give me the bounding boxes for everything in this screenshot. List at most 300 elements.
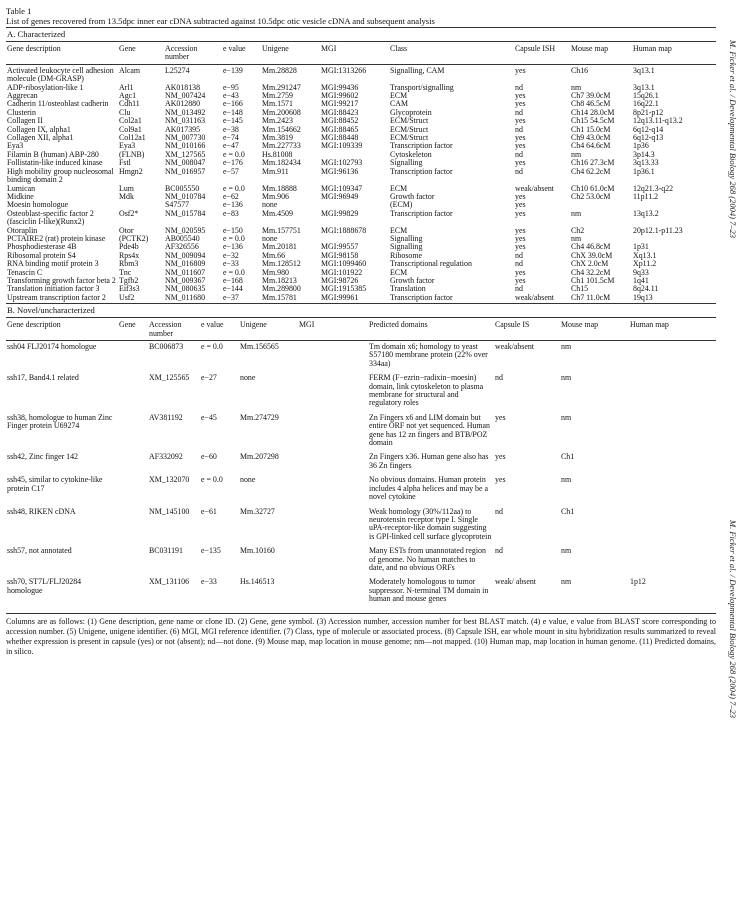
table-cell: yes	[515, 65, 526, 75]
table-cell: e−176	[223, 159, 243, 168]
table-row	[6, 414, 716, 454]
table-row	[6, 117, 716, 125]
table-cell: Signalling	[390, 159, 423, 168]
table-row	[6, 193, 716, 201]
table-cell: Hmgn2	[119, 167, 143, 176]
novel-table	[6, 319, 716, 609]
table-cell: Growth factor	[390, 276, 435, 285]
table-cell	[320, 151, 389, 159]
table-cell: 13q13.2	[633, 209, 659, 218]
table-cell: Cadherin 11/osteoblast cadherin	[7, 100, 109, 109]
column-header: Capsule ISH	[514, 43, 570, 64]
table-cell: 12q21.3-q22	[633, 184, 674, 193]
table-cell: Transcription factor	[390, 167, 453, 176]
table-cell: nd	[495, 374, 503, 383]
table-cell: NM_007730	[165, 134, 206, 143]
table-cell: Moderately homologous to tumor suppressor. N-terminal TM domain in human and mouse genes	[369, 578, 489, 604]
table-cell: yes	[515, 243, 526, 252]
table-cell: 9q33	[633, 268, 649, 277]
table-cell	[298, 414, 368, 454]
table-cell	[632, 235, 716, 243]
table-cell: Mm.18888	[262, 184, 297, 193]
table-cell: Growth factor	[390, 192, 435, 201]
table-cell: Upstream transcription factor 2	[7, 293, 106, 302]
table-cell: NM_008047	[165, 159, 206, 168]
table-cell: Transforming growth factor beta 2	[7, 276, 116, 285]
table-cell	[118, 374, 148, 414]
table-cell: Mm.980	[262, 268, 289, 277]
table-cell: Filamin B (human) ABP-280	[7, 150, 99, 159]
table-cell: e−144	[223, 285, 243, 294]
table-cell: none	[262, 201, 278, 210]
table-cell: Agc1	[119, 92, 137, 101]
table-cell: High mobility group nucleosomal binding domain 2	[7, 167, 114, 185]
table-cell: MGI:109339	[321, 142, 363, 151]
table-cell: Mm.20181	[262, 243, 297, 252]
table-cell: Ch7 11.0cM	[571, 293, 611, 302]
table-cell: AB005540	[165, 234, 200, 243]
table-cell: Collagen IX, alpha1	[7, 125, 71, 134]
table-cell: e−135	[201, 547, 221, 556]
table-cell	[118, 476, 148, 507]
table-cell: NM_010166	[165, 142, 206, 151]
table-cell: XM_127565	[165, 150, 206, 159]
column-header: Mouse map	[570, 43, 632, 64]
section-b-top-rule	[6, 303, 716, 304]
table-cell: Rbm3	[119, 260, 139, 269]
table-row	[6, 243, 716, 251]
table-cell: 1p36.1	[633, 167, 655, 176]
table-cell: e−83	[223, 209, 239, 218]
table-cell: nm	[561, 547, 572, 556]
table-cell: Lum	[119, 184, 134, 193]
table-cell: ECM	[390, 226, 408, 235]
table-cell	[118, 201, 164, 209]
table-cell	[320, 235, 389, 243]
table-cell: yes	[515, 226, 526, 235]
table-cell: 3q13.1	[633, 83, 655, 92]
table-cell: NM_145100	[149, 507, 190, 516]
table-cell: Transcription factor	[390, 209, 453, 218]
table-cell: nd	[515, 108, 523, 117]
table-cell: Mm.911	[262, 167, 289, 176]
table-cell: nm	[571, 150, 582, 159]
table-cell: nm	[561, 413, 572, 422]
table-cell: e−27	[201, 374, 217, 383]
table-row	[6, 260, 716, 268]
table-cell: Midkine	[7, 192, 34, 201]
table-cell: FERM (F−ezrin−radixin−moesin) domain, link cytoskeleton to plasma membrane for structural and regulatory roles	[369, 374, 484, 408]
table-cell: yes	[495, 453, 506, 462]
table-cell: ChX 2.0cM	[571, 260, 609, 269]
section-b-title: B. Novel/uncharacterized	[7, 305, 95, 316]
table-cell: ECM	[390, 184, 408, 193]
table-cell: MGI:99557	[321, 243, 359, 252]
table-cell: ssh42, Zinc finger 142	[7, 453, 79, 462]
table-cell: Tnc	[119, 268, 132, 277]
table-cell: 1p12	[630, 578, 646, 587]
table-cell: Collagen II	[7, 117, 43, 126]
table-cell: e = 0.0	[201, 476, 223, 485]
table-cell: (PCTK2)	[119, 234, 149, 243]
column-header: Human map	[632, 43, 716, 64]
table-cell: Transport/signalling	[390, 83, 454, 92]
table-cell	[118, 414, 148, 454]
section-a-title: A. Characterized	[7, 29, 66, 39]
table-cell: e−37	[223, 293, 239, 302]
table-cell: BC031191	[149, 547, 183, 556]
table-cell: Cdh11	[119, 100, 140, 109]
table-cell: e−61	[201, 507, 217, 516]
table-cell: XM_131106	[149, 578, 190, 587]
table-row	[6, 64, 716, 83]
table-cell	[298, 453, 368, 476]
table-cell: Arl1	[119, 83, 134, 92]
table-cell: nd	[515, 285, 523, 294]
table-cell: e−74	[223, 134, 239, 143]
table-cell: Ch2	[571, 226, 585, 235]
table-cell: nd	[515, 125, 523, 134]
table-row	[6, 227, 716, 235]
table-cell: ssh57, not annotated	[7, 547, 72, 556]
table-cell: Mm.289800	[262, 285, 301, 294]
table-cell: Signalling	[390, 234, 423, 243]
table-cell: MGI:99961	[321, 293, 359, 302]
table-cell: nm	[561, 374, 572, 383]
table-cell: MGI:109347	[321, 184, 363, 193]
table-cell: Mm.157751	[262, 226, 301, 235]
table-cell: Ribosome	[390, 251, 423, 260]
table-cell: 15q26.1	[633, 92, 659, 101]
table-cell: NM_080635	[165, 285, 206, 294]
table-cell: NM_009094	[165, 251, 206, 260]
table-cell: Transcription factor	[390, 142, 453, 151]
table-cell: MGI:101922	[321, 268, 363, 277]
table-cell: e−145	[223, 117, 243, 126]
column-header: Unigene	[239, 319, 298, 340]
table-cell: Xp11.2	[633, 260, 657, 269]
table-cell: Tgfb2	[119, 276, 139, 285]
table-cell: 11p11.2	[633, 192, 659, 201]
table-cell: nm	[571, 83, 582, 92]
table-cell: none	[240, 374, 256, 383]
table-cell: e = 0.0	[223, 184, 245, 193]
table-cell: e−139	[223, 65, 243, 75]
table-cell	[298, 508, 368, 548]
column-header: Accession number	[148, 319, 200, 340]
table-cell: yes	[495, 413, 506, 422]
table-cell: Phosphodiesterase 4B	[7, 243, 77, 252]
table-cell: Ch14 28.0cM	[571, 108, 615, 117]
table-page	[6, 6, 716, 657]
table-cell: NM_031163	[165, 117, 206, 126]
table-cell	[320, 201, 389, 209]
characterized-table-body	[6, 64, 716, 302]
table-cell: BC005550	[165, 184, 200, 193]
table-row	[6, 92, 716, 100]
table-cell: MGI:1888678	[321, 226, 367, 235]
table-cell: weak/absent	[515, 293, 554, 302]
table-cell: Ch2 53.0cM	[571, 192, 611, 201]
table-cell: Fstl	[119, 159, 131, 168]
table-cell: Signalling	[390, 243, 423, 252]
table-cell: Lumican	[7, 184, 36, 193]
column-header: MGI	[298, 319, 368, 340]
table-cell: (FLNB)	[119, 150, 145, 159]
table-cell: Col12a1	[119, 134, 146, 143]
table-cell: Mm.1571	[262, 100, 293, 109]
table-cell: weak/absent	[495, 342, 534, 351]
table-cell: ChX 39.0cM	[571, 251, 613, 260]
table-cell: Translation initiation factor 3	[7, 285, 100, 294]
table-cell: ADP-ribosylation-like 1	[7, 83, 84, 92]
table-cell: NM_016957	[165, 167, 206, 176]
table-cell: Zn Fingers x36. Human gene also has 36 Zn fingers	[369, 453, 489, 470]
table-cell: ssh38, homologue to human Zinc Finger protein U69274	[7, 413, 113, 431]
table-cell	[298, 547, 368, 578]
table-cell: ECM/Struct	[390, 117, 429, 126]
table-cell: Mm.2423	[262, 117, 293, 126]
table-row	[6, 294, 716, 302]
table-cell	[629, 508, 716, 548]
table-cell	[570, 201, 632, 209]
table-cell: 16q22.1	[633, 100, 659, 109]
table-cell: Ch4 32.2cM	[571, 268, 611, 277]
table-cell	[298, 476, 368, 507]
table-cell: e−95	[223, 83, 239, 92]
table-cell: yes	[515, 142, 526, 151]
table-cell: yes	[515, 209, 526, 218]
table-cell: NM_007424	[165, 92, 206, 101]
table-cell: yes	[515, 276, 526, 285]
table-cell: PCTAIRE2 (rat) protein kinase	[7, 234, 106, 243]
table-cell: e−57	[223, 167, 239, 176]
table-cell: Clu	[119, 108, 131, 117]
table-cell: MGI:99217	[321, 100, 359, 109]
table-cell: Mm.32727	[240, 507, 275, 516]
table-cell: Mdk	[119, 192, 134, 201]
table-cell: Mm.291247	[262, 83, 301, 92]
table-cell: e = 0.0	[223, 234, 245, 243]
novel-table-body	[6, 341, 716, 610]
table-cell: nd	[495, 547, 503, 556]
table-cell: nd	[515, 167, 523, 176]
top-rule	[6, 27, 716, 28]
table-cell: AK012880	[165, 100, 201, 109]
table-cell: 3q13.33	[633, 159, 659, 168]
table-cell: Clusterin	[7, 108, 36, 117]
section-b-rule	[6, 317, 716, 318]
table-cell: e−150	[223, 226, 243, 235]
table-cell: Mm.3819	[262, 134, 293, 143]
column-header: Predicted domains	[368, 319, 494, 340]
table-cell: nm	[561, 342, 572, 351]
table-cell: Hs.146513	[240, 578, 275, 587]
table-cell: e−136	[223, 201, 243, 210]
table-cell: Alcam	[119, 65, 141, 75]
table-cell	[629, 476, 716, 507]
table-cell: AV381192	[149, 413, 183, 422]
table-cell: yes	[515, 192, 526, 201]
table-cell: Ch10 61.0cM	[571, 184, 615, 193]
table-cell: 1q41	[633, 276, 649, 285]
table-cell: ssh17, Band4.1 related	[7, 374, 79, 383]
table-cell: MGI:1099460	[321, 260, 367, 269]
table-cell: Moesin homologue	[7, 201, 69, 210]
table-cell: nm	[561, 578, 572, 587]
table-cell: MGI:96949	[321, 192, 359, 201]
table-cell	[632, 201, 716, 209]
table-cell	[629, 547, 716, 578]
table-cell: Mm.4509	[262, 209, 293, 218]
column-header: Accession number	[164, 43, 222, 64]
table-cell	[118, 508, 148, 548]
table-cell: none	[262, 234, 278, 243]
table-cell: e−148	[223, 108, 243, 117]
table-cell: nm	[571, 234, 582, 243]
table-row	[6, 269, 716, 277]
table-row	[6, 453, 716, 476]
table-cell: Ch4 62.2cM	[571, 167, 611, 176]
table-cell: AF332092	[149, 453, 183, 462]
table-header-row	[6, 43, 716, 64]
table-cell: 12q13.11-q13.2	[633, 117, 683, 126]
table-cell	[298, 341, 368, 375]
table-cell: AF326556	[165, 243, 199, 252]
table-cell: BC006873	[149, 342, 184, 351]
table-cell: 1p36	[633, 142, 649, 151]
table-cell: e−168	[223, 276, 243, 285]
column-header: Capsule IS	[494, 319, 560, 340]
table-cell: ECM	[390, 268, 408, 277]
table-cell: MGI:88452	[321, 117, 359, 126]
table-cell: MGI:88423	[321, 108, 359, 117]
table-cell: Ch4 64.6cM	[571, 142, 611, 151]
table-cell: Mm.182434	[262, 159, 301, 168]
column-header: e value	[222, 43, 261, 64]
column-header: Human map	[629, 319, 716, 340]
table-cell: 3q13.1	[633, 65, 655, 75]
table-cell: NM_011607	[165, 268, 206, 277]
table-cell: Ch15 54.5cM	[571, 117, 615, 126]
table-cell	[629, 453, 716, 476]
table-cell: XM_125565	[149, 374, 190, 383]
table-caption: List of genes recovered from 13.5dpc inner ear cDNA subtracted against 10.5dpc otic vesicle cDNA and subsequent analysis	[6, 16, 435, 26]
table-cell: Collagen XII, alpha1	[7, 134, 74, 143]
table-cell: S47577	[165, 201, 190, 210]
column-header: Gene description	[6, 319, 118, 340]
table-cell: No obvious domains. Human protein includes 4 alpha helices and may be a novel cytokine	[369, 476, 488, 502]
table-cell: Ch16 27.3cM	[571, 159, 615, 168]
table-cell: Ch1	[561, 507, 575, 516]
table-cell: e−136	[223, 243, 243, 252]
table-cell: 19q13	[633, 293, 653, 302]
table-cell: Transcription factor	[390, 293, 453, 302]
table-cell: nd	[515, 251, 523, 260]
table-cell: XM_132070	[149, 476, 190, 485]
table-cell: e−32	[223, 251, 239, 260]
column-header: Class	[389, 43, 514, 64]
table-cell: Mm.15781	[262, 293, 297, 302]
table-cell: Cytoskeleton	[390, 150, 432, 159]
table-cell: Mm.10160	[240, 547, 275, 556]
table-cell	[118, 578, 148, 609]
table-cell: Ch1	[561, 453, 575, 462]
table-cell: nd	[515, 83, 523, 92]
table-cell: Aggrecan	[7, 92, 38, 101]
table-cell: none	[240, 476, 256, 485]
table-cell: weak/ absent	[495, 578, 536, 587]
table-cell	[629, 374, 716, 414]
table-cell: Follistatin-like induced kinase	[7, 159, 103, 168]
column-header: Mouse map	[560, 319, 629, 340]
table-cell: NM_015784	[165, 209, 206, 218]
table-cell	[118, 341, 148, 375]
table-cell: Signalling, CAM	[390, 65, 445, 75]
column-header: Unigene	[261, 43, 320, 64]
table-cell: Col9a1	[119, 125, 142, 134]
table-cell: Mm.906	[262, 192, 289, 201]
table-cell: 6q12-q13	[633, 134, 664, 143]
table-cell: MGI:88448	[321, 134, 359, 143]
table-cell: Eya3	[7, 142, 24, 151]
characterized-table	[6, 43, 716, 302]
table-cell: e−38	[223, 125, 239, 134]
table-cell: Tenascin C	[7, 268, 43, 277]
table-cell: Mm.28828	[262, 65, 297, 75]
table-cell: yes	[515, 117, 526, 126]
table-cell: yes	[515, 159, 526, 168]
table-cell: NM_020595	[165, 226, 206, 235]
table-cell: e−47	[223, 142, 239, 151]
table-cell: e−62	[223, 192, 239, 201]
running-head-lower: M. Ficker et al. / Developmental Biology 268 (2004) 7–23	[728, 520, 738, 719]
table-cell: 8q24.11	[633, 285, 659, 294]
table-row	[6, 252, 716, 260]
table-cell: 6q12-q14	[633, 125, 664, 134]
table-cell: Zn Fingers x6 and LIM domain but entire ORF not yet sequenced. Human gene has 12 zn fingers and BTB/POZ domain	[369, 413, 490, 448]
table-cell: 3p14.3	[633, 150, 655, 159]
table-cell: Osteoblast-specific factor 2 (fasciclin I-like)(Runx2)	[7, 209, 94, 227]
table-cell: e−33	[223, 260, 239, 269]
table-cell: ssh04 FLJ20174 homologue	[7, 342, 97, 351]
table-cell: NM_016809	[165, 260, 206, 269]
table-cell: Hs.81008	[262, 150, 293, 159]
table-cell: NM_010784	[165, 192, 206, 201]
table-cell	[298, 578, 368, 609]
table-cell: 20p12.1-p11.23	[633, 226, 683, 235]
table-cell: ssh45, similar to cytokine-like protein C17	[7, 476, 103, 493]
table-cell: nd	[515, 260, 523, 269]
table-cell: AK018138	[165, 83, 201, 92]
table-cell: Usf2	[119, 293, 135, 302]
table-row	[6, 84, 716, 92]
table-row	[6, 159, 716, 167]
table-cell: Tm domain x6; homology to yeast S57180 membrane protein (22% over 334aa)	[369, 342, 488, 368]
table-cell: MGI:99829	[321, 209, 359, 218]
table-cell: Mm.154662	[262, 125, 301, 134]
column-header: Gene description	[6, 43, 118, 64]
table-row	[6, 235, 716, 243]
table-cell: e−166	[223, 100, 243, 109]
table-cell: yes	[515, 234, 526, 243]
table-row	[6, 285, 716, 293]
table-cell: e−60	[201, 453, 217, 462]
table-cell: weak/absent	[515, 184, 554, 193]
column-header: Gene	[118, 319, 148, 340]
table-cell: (ECM)	[390, 201, 413, 210]
table-cell: Mm.200608	[262, 108, 301, 117]
